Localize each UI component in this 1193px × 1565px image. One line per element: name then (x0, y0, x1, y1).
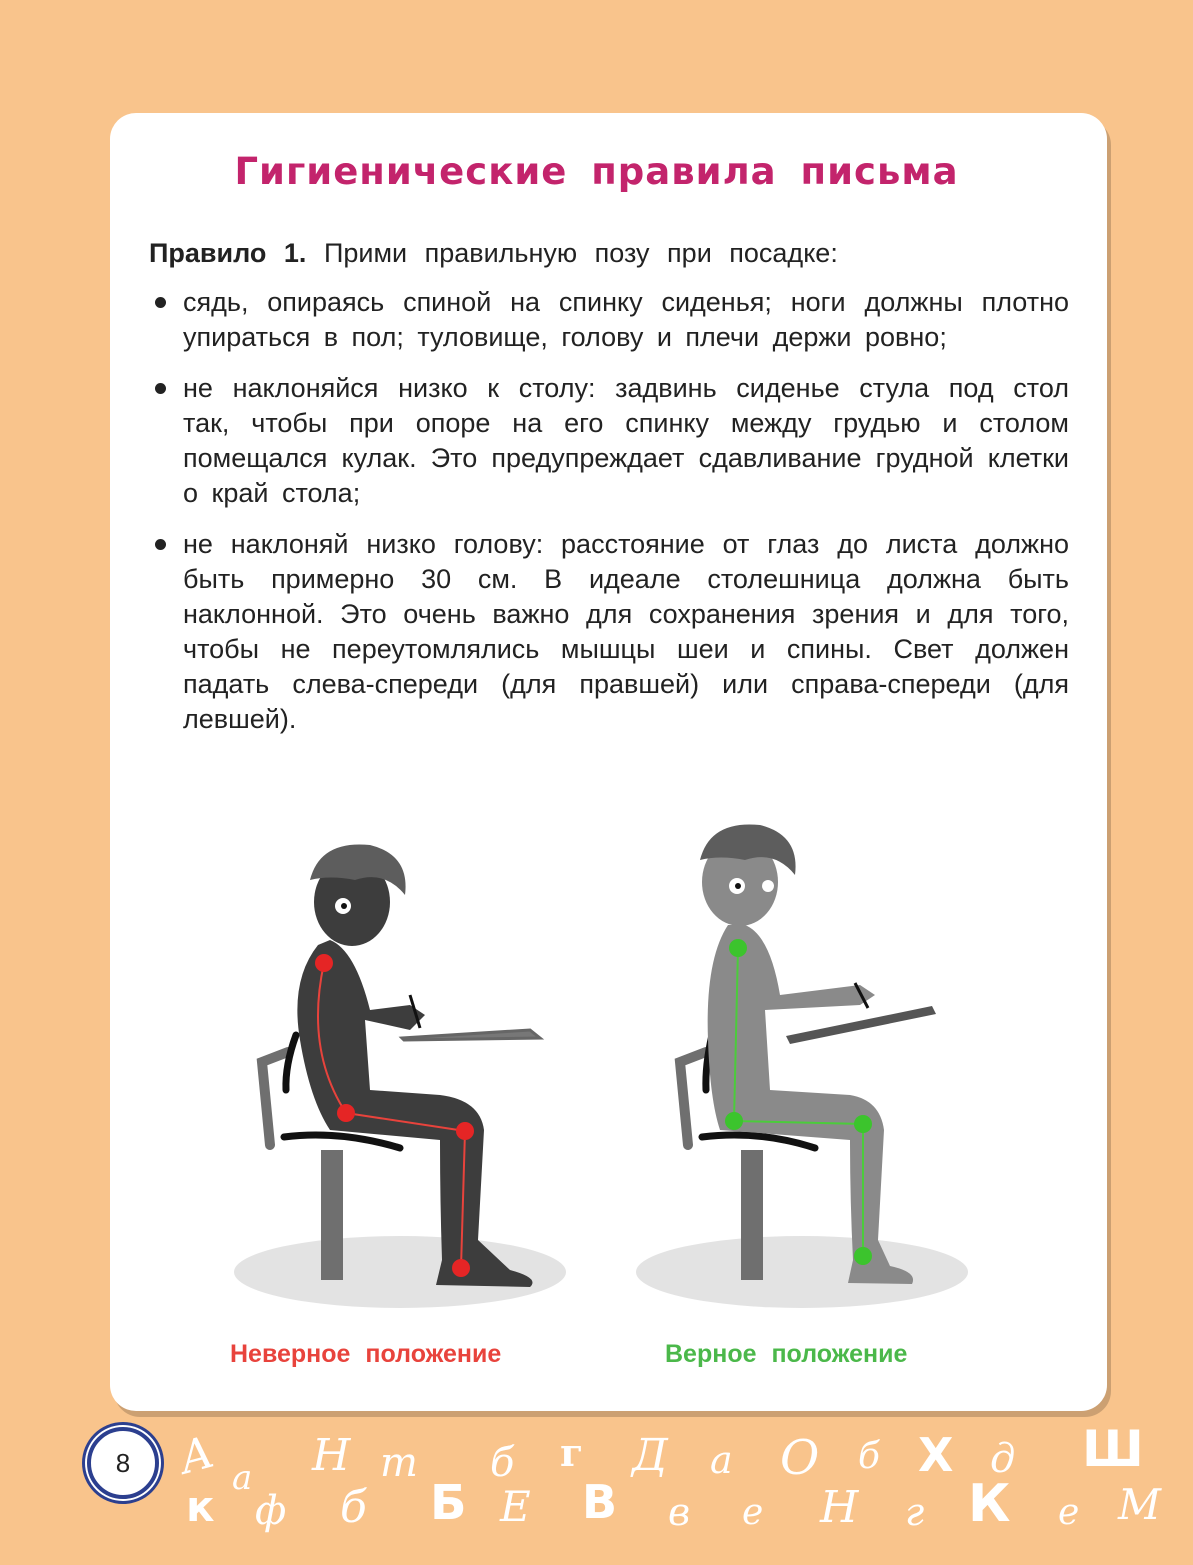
decor-letter: В (582, 1475, 618, 1529)
page-title: Гигиенические правила письма (234, 150, 959, 193)
rule-label: Правило 1. (149, 238, 307, 268)
decor-letter: а (710, 1438, 733, 1482)
bullet-text: не наклоняй низко голову: расстояние от глаз до листа должно быть примерно 30 см. В идеале столешница должна быть наклонной. Это очень важно для сохранения зрения и для того, чтобы не переутомлялись мышцы шеи и спины. Свет должен падать слева-спереди (для правшей) или справа-спереди (для левшей). (183, 529, 1069, 734)
decor-letter: б (490, 1440, 515, 1486)
decor-letter: М (1118, 1480, 1162, 1529)
decor-letter: д (990, 1436, 1016, 1482)
decor-letter: а (232, 1458, 253, 1498)
decor-letter: Б (430, 1475, 467, 1531)
decor-letter: Н (312, 1430, 351, 1481)
decor-letter: к (186, 1482, 215, 1531)
caption-wrong-posture: Неверное положение (230, 1340, 502, 1368)
rule-text: Прими правильную позу при посадке: (323, 238, 838, 268)
right-posture-figure (636, 824, 968, 1308)
decor-letter: О (780, 1430, 820, 1486)
decor-letter: Х (918, 1428, 954, 1482)
decor-letter: г (560, 1430, 584, 1475)
decor-letter: К (968, 1474, 1011, 1534)
bullet-text: не наклоняйся низко к столу: задвинь сиденье стула под стол так, чтобы при опоре на его спинку между грудью и столом помещался кулак. Это предупреждает сдавливание грудной клетки о край стола; (183, 373, 1069, 508)
decor-letter: г (905, 1490, 925, 1534)
decor-letter: б (858, 1436, 880, 1477)
decor-letter: Д (632, 1430, 668, 1481)
caption-right-posture: Верное положение (665, 1340, 908, 1368)
decor-letter: ф (255, 1488, 287, 1534)
decor-letter: Е (500, 1482, 531, 1531)
page-number: 8 (87, 1427, 159, 1499)
decor-letter: Ш (1082, 1420, 1144, 1478)
wrong-posture-figure (234, 844, 566, 1308)
bullet-text: сядь, опираясь спиной на спинку сиденья; ноги должны плотно упираться в пол; туловище, голову и плечи держи ровно; (183, 287, 1069, 352)
decor-letter: б (340, 1482, 367, 1533)
decor-letter: т (380, 1440, 418, 1486)
decor-letter: А (173, 1426, 220, 1485)
decor-letter: е (742, 1492, 764, 1533)
decor-letter: е (1058, 1492, 1080, 1533)
decor-letter: Н (820, 1482, 859, 1533)
decor-letter: в (668, 1490, 691, 1534)
